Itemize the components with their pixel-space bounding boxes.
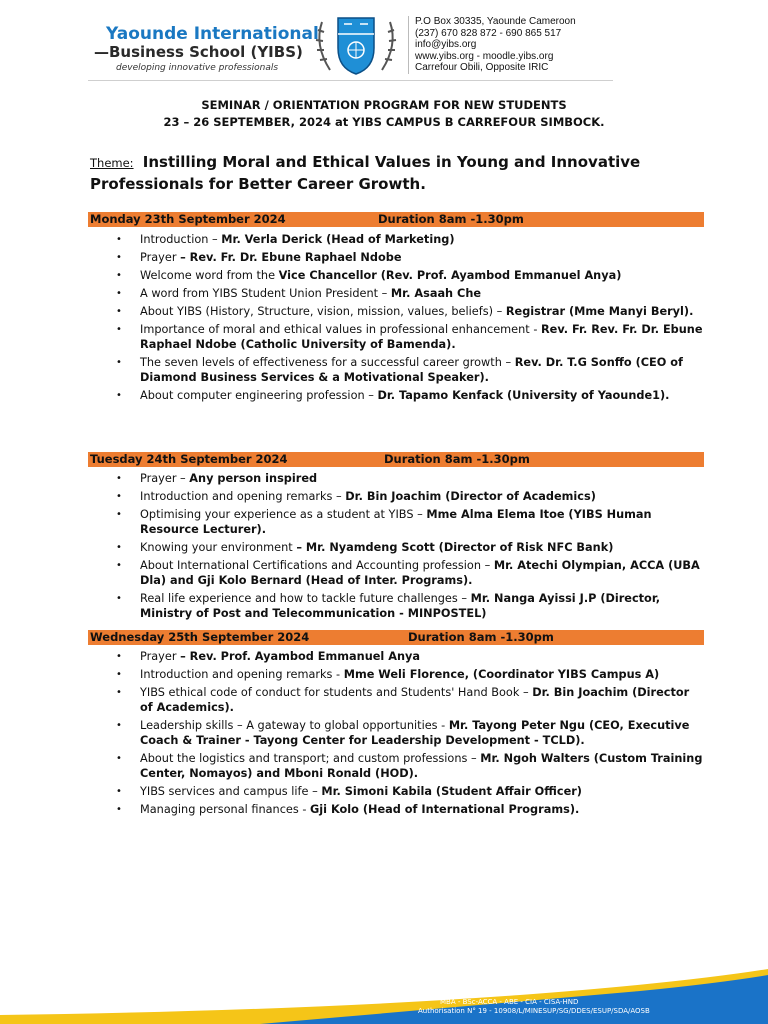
list-item: • Welcome word from the Vice Chancellor (Rev. Prof. Ayambod Emmanuel Anya) [116, 269, 622, 282]
list-item: • Prayer – Any person inspired [116, 472, 318, 485]
bullet-icon: • [116, 270, 122, 281]
list-item: • Prayer – Rev. Fr. Dr. Ebune Raphael Ndobe [116, 251, 402, 264]
contact-location: Carrefour Obili, Opposite IRIC [415, 62, 549, 73]
list-item: • About International Certifications and Accounting profession – Mr. Atechi Olympian, ACCA (UBA Dla) and Gji Kolo Bernard (Head of Inter. Programs). [116, 559, 700, 587]
letterhead [88, 10, 613, 80]
bullet-icon: • [116, 669, 122, 680]
list-item: • About computer engineering profession – Dr. Tapamo Kenfack (University of Yaounde1). [116, 389, 670, 402]
contact-address: P.O Box 30335, Yaounde Cameroon [415, 16, 576, 27]
footer-wave [0, 965, 768, 1024]
header-divider [88, 80, 613, 81]
school-name-line1: Yaounde International [106, 24, 319, 44]
document-title: SEMINAR / ORIENTATION PROGRAM FOR NEW STUDENTS [201, 98, 567, 112]
contact-website[interactable]: www.yibs.org - moodle.yibs.org [415, 50, 554, 62]
list-item: • Introduction and opening remarks - Mme Weli Florence, (Coordinator YIBS Campus A) [116, 668, 660, 681]
bullet-icon: • [116, 804, 122, 815]
list-item: • Knowing your environment – Mr. Nyamdeng Scott (Director of Risk NFC Bank) [116, 541, 614, 554]
bullet-icon: • [116, 687, 122, 698]
bullet-icon: • [116, 324, 122, 335]
bullet-icon: • [116, 473, 122, 484]
schedule-list-tuesday [88, 471, 704, 624]
bullet-icon: • [116, 542, 122, 553]
theme [90, 152, 690, 195]
bullet-icon: • [116, 234, 122, 245]
bullet-icon: • [116, 306, 122, 317]
school-emblem-icon [308, 12, 404, 78]
list-item: • Leadership skills – A gateway to global opportunities - Mr. Tayong Peter Ngu (CEO, Executive Coach & Trainer - Tayong Center for Leadership Development - TCLD). [116, 719, 690, 747]
bullet-icon: • [116, 753, 122, 764]
theme-label: Theme: [90, 156, 134, 170]
school-logo [88, 10, 319, 80]
document-subtitle: 23 – 26 SEPTEMBER, 2024 at YIBS CAMPUS B CARREFOUR SIMBOCK. [163, 115, 605, 129]
bullet-icon: • [116, 491, 122, 502]
bullet-icon: • [116, 786, 122, 797]
day-header-monday [88, 212, 704, 227]
bullet-icon: • [116, 288, 122, 299]
day-header-tuesday [88, 452, 704, 467]
list-item: • YIBS ethical code of conduct for students and Students' Hand Book – Dr. Bin Joachim (Director of Academics). [116, 686, 690, 714]
day-duration: Duration 8am -1.30pm [408, 630, 554, 644]
list-item: • The seven levels of effectiveness for a successful career growth – Rev. Dr. T.G Sonffo (CEO of Diamond Business Services & a Motivational Speaker). [116, 356, 683, 384]
list-item: • About the logistics and transport; and custom professions – Mr. Ngoh Walters (Custom Training Center, Nomayos) and Mboni Ronald (HOD). [116, 752, 703, 780]
bullet-icon: • [116, 357, 122, 368]
school-name-line2: —Business School (YIBS) [94, 43, 303, 61]
day-duration: Duration 8am -1.30pm [384, 452, 530, 466]
list-item: • Introduction and opening remarks – Dr. Bin Joachim (Director of Academics) [116, 490, 596, 503]
contact-block [408, 16, 576, 74]
bullet-icon: • [116, 560, 122, 571]
bullet-icon: • [116, 720, 122, 731]
day-duration: Duration 8am -1.30pm [378, 212, 524, 226]
list-item: • Prayer – Rev. Prof. Ayambod Emmanuel Anya [116, 650, 420, 663]
contact-phone: (237) 670 828 872 - 690 865 517 [415, 27, 562, 39]
list-item: • Optimising your experience as a student at YIBS – Mme Alma Elema Itoe (YIBS Human Resource Lecturer). [116, 508, 652, 536]
footer-authorisation: Authorisation N° 19 - 10908/L/MINESUP/SG/DDES/ESUP/SDA/AOSB [418, 1007, 650, 1015]
list-item: • Managing personal finances - Gji Kolo (Head of International Programs). [116, 803, 580, 816]
list-item: • Introduction – Mr. Verla Derick (Head of Marketing) [116, 233, 455, 246]
day-label: Tuesday 24th September 2024 [90, 452, 288, 466]
list-item: • About YIBS (History, Structure, vision, mission, values, beliefs) – Registrar (Mme Manyi Beryl). [116, 305, 694, 318]
bullet-icon: • [116, 593, 122, 604]
school-tagline: developing innovative professionals [116, 63, 279, 73]
day-label: Wednesday 25th September 2024 [90, 630, 310, 644]
list-item: • YIBS services and campus life – Mr. Simoni Kabila (Student Affair Officer) [116, 785, 582, 798]
list-item: • Real life experience and how to tackle future challenges – Mr. Nanga Ayissi J.P (Director, Ministry of Post and Telecommunication - MINPOSTEL) [116, 592, 661, 620]
day-label: Monday 23th September 2024 [90, 212, 286, 226]
bullet-icon: • [116, 390, 122, 401]
theme-text: Instilling Moral and Ethical Values in Young and Innovative Professionals for Better Career Growth. [90, 153, 641, 193]
bullet-icon: • [116, 252, 122, 263]
list-item: • Importance of moral and ethical values in professional enhancement - Rev. Fr. Rev. Fr. Dr. Ebune Raphael Ndobe (Catholic University of Bamenda). [116, 323, 703, 351]
footer-programs: MBA - BSc-ACCA - ABE - CIA - CISA-HND [440, 998, 579, 1006]
schedule-list-monday [88, 232, 704, 406]
list-item: • A word from YIBS Student Union President – Mr. Asaah Che [116, 287, 482, 300]
bullet-icon: • [116, 509, 122, 520]
schedule-list-wednesday [88, 649, 704, 820]
bullet-icon: • [116, 651, 122, 662]
contact-email[interactable]: info@yibs.org [415, 39, 477, 50]
day-header-wednesday [88, 630, 704, 645]
